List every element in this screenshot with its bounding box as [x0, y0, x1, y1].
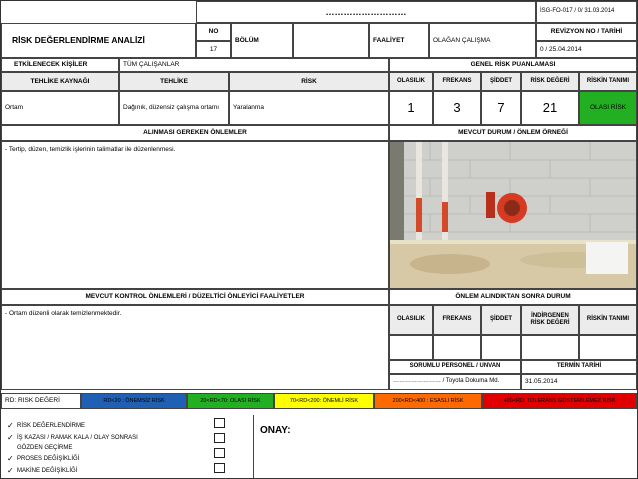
termin-label: TERMİN TARİHİ: [521, 360, 637, 374]
checkmark-icon: ✓: [7, 421, 14, 430]
col-tehlike: TEHLİKE: [119, 72, 229, 91]
no-value: 17: [196, 41, 231, 58]
tehlike-value: Dağınık, düzensiz çalışma ortamı: [119, 91, 229, 125]
checkmark-icon: ✓: [7, 454, 14, 463]
document-code: İSG-FO-017 / 0/ 31.03.2014: [536, 1, 637, 23]
col-tehlike-kaynagi: TEHLİKE KAYNAĞI: [1, 72, 119, 91]
no-label: NO: [196, 23, 231, 41]
checklist: [7, 420, 138, 477]
rd-label: RD: RISK DEĞERİ: [1, 393, 81, 409]
dots-title: ………………………: [196, 1, 536, 23]
etkilenecek-label: ETKİLENECEK KİŞİLER: [1, 58, 119, 72]
example-photo: [389, 141, 637, 289]
checklist-item: ✓ İŞ KAZASI / RAMAK KALA / OLAY SONRASI: [7, 433, 138, 442]
bolum-label: BÖLÜM: [231, 23, 293, 58]
sorumlu-value: …………………… / Toyota Dokuma Md.: [389, 374, 521, 390]
mevcut-durum-label: MEVCUT DURUM / ÖNLEM ÖRNEĞİ: [389, 125, 637, 141]
after-col-indirgenen: İNDİRGENEN RİSK DEĞERİ: [521, 305, 579, 335]
onlem-sonra-label: ÖNLEM ALINDIKTAN SONRA DURUM: [389, 289, 637, 305]
risk-value: Yaralanma: [229, 91, 389, 125]
after-col-olasilik: OLASILIK: [389, 305, 433, 335]
faaliyet-label: FAALİYET: [369, 23, 429, 58]
checklist-item: ✓ RİSK DEĞERLENDİRME: [7, 421, 86, 430]
checkbox-is-kazasi[interactable]: [214, 433, 225, 443]
checklist-item: ✓ MAKİNE DEĞİŞİKLİĞİ: [7, 466, 78, 475]
riskin-tanimi-value: OLASI RİSK: [579, 91, 637, 125]
risk-scale-item: 400<RD: TOLERANS GÖSTERİLEMEZ RİSK: [482, 393, 637, 409]
col-siddet: ŞİDDET: [481, 72, 521, 91]
checkbox-proses[interactable]: [214, 448, 225, 458]
after-col-siddet: ŞİDDET: [481, 305, 521, 335]
after-siddet-value[interactable]: [481, 335, 521, 360]
frekans-value: 3: [433, 91, 481, 125]
checkmark-icon: ✓: [7, 433, 14, 442]
risk-degeri-value: 21: [521, 91, 579, 125]
termin-value: 31.05.2014: [521, 374, 637, 390]
mevcut-kontrol-label: MEVCUT KONTROL ÖNLEMLERİ / DÜZELTİCİ ÖNLEYİCİ FAALİYETLER: [1, 289, 389, 305]
revizyon-value: 0 / 25.04.2014: [536, 41, 637, 58]
tehlike-kaynagi-value: Ortam: [1, 91, 119, 125]
checklist-item: GÖZDEN GEÇİRME: [17, 445, 73, 451]
after-indirgenen-value[interactable]: [521, 335, 579, 360]
col-frekans: FREKANS: [433, 72, 481, 91]
etkilenecek-value: TÜM ÇALIŞANLAR: [119, 58, 389, 72]
after-col-riskin-tanimi: RİSKİN TANIMI: [579, 305, 637, 335]
bolum-value[interactable]: [293, 23, 369, 58]
siddet-value: 7: [481, 91, 521, 125]
mevcut-kontrol-text: - Ortam düzenli olarak temizlenmektedir.: [1, 305, 389, 390]
col-riskin-tanimi: RİSKİN TANIMI: [579, 72, 637, 91]
risk-scale-item: 20<RD<70: OLASI RİSK: [187, 393, 274, 409]
checklist-item: ✓ PROSES DEĞİŞİKLİĞİ: [7, 454, 80, 463]
sorumlu-label: SORUMLU PERSONEL / UNVAN: [389, 360, 521, 374]
after-col-frekans: FREKANS: [433, 305, 481, 335]
checkmark-icon: ✓: [7, 466, 14, 475]
checkbox-risk-degerlendirme[interactable]: [214, 418, 225, 428]
col-risk: RİSK: [229, 72, 389, 91]
risk-scale-item: 70<RD<200: ÖNEMLİ RİSK: [274, 393, 374, 409]
alinmasi-gereken-text: - Tertip, düzen, temizlik işlerinin talimatlar ile düzenlenmesi.: [1, 141, 389, 289]
footer-divider: [253, 415, 254, 478]
form-title: RİSK DEĞERLENDİRME ANALİZİ: [1, 23, 196, 58]
col-olasilik: OLASILIK: [389, 72, 433, 91]
checkbox-makine[interactable]: [214, 463, 225, 473]
risk-scale-item: 200<RD<400 : ESASLI RİSK: [374, 393, 482, 409]
col-risk-degeri: RİSK DEĞERİ: [521, 72, 579, 91]
after-olasilik-value[interactable]: [389, 335, 433, 360]
risk-scale-item: RD<20 : ÖNEMSİZ RİSK: [81, 393, 187, 409]
olasilik-value: 1: [389, 91, 433, 125]
after-frekans-value[interactable]: [433, 335, 481, 360]
photo-illustration: [390, 142, 636, 288]
faaliyet-value: OLAĞAN ÇALIŞMA: [429, 23, 536, 58]
revizyon-label: REVİZYON NO / TARİHİ: [536, 23, 637, 41]
genel-risk-label: GENEL RİSK PUANLAMASI: [389, 58, 637, 72]
alinmasi-gereken-label: ALINMASI GEREKEN ÖNLEMLER: [1, 125, 389, 141]
onay-label: ONAY:: [260, 425, 291, 436]
after-tanim-value[interactable]: [579, 335, 637, 360]
